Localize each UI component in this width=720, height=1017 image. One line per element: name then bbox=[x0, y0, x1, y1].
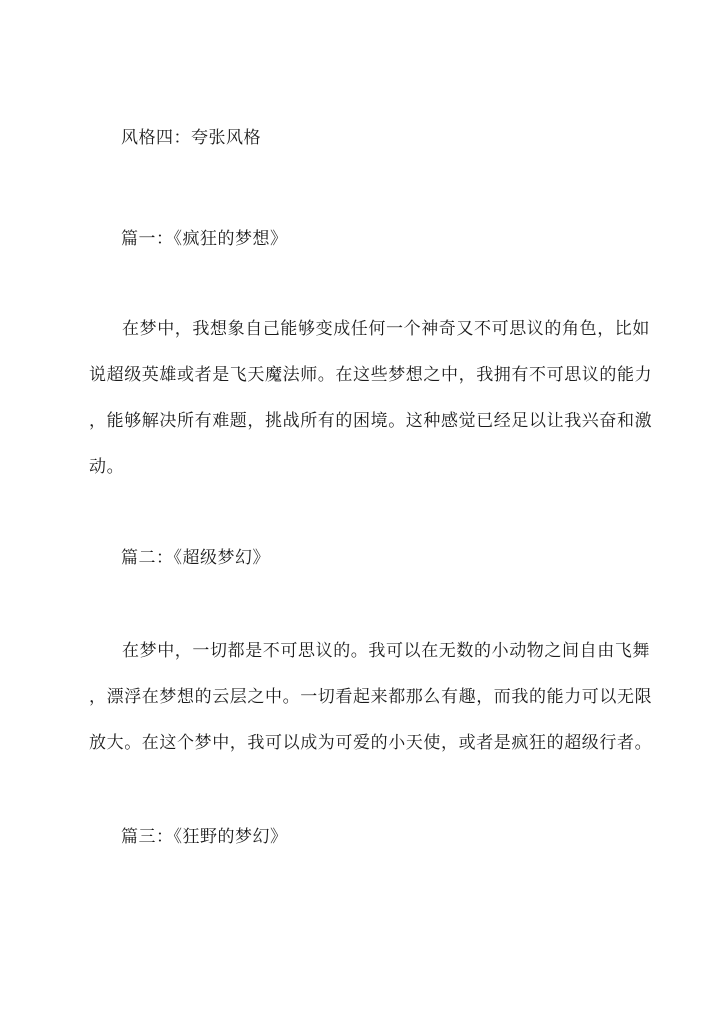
section-title-1: 篇一：《疯狂的梦想》 bbox=[121, 229, 288, 249]
section-title-3: 篇三：《狂野的梦幻》 bbox=[121, 827, 288, 847]
paragraph-line: 在梦中，我想象自己能够变成任何一个神奇又不可思议的角色，比如 bbox=[122, 319, 650, 339]
section-title-2: 篇二：《超级梦幻》 bbox=[121, 548, 270, 568]
paragraph-line: ，漂浮在梦想的云层之中。一切看起来都那么有趣，而我的能力可以无限 bbox=[89, 687, 653, 707]
paragraph-line: 说超级英雄或者是飞天魔法师。在这些梦想之中，我拥有不可思议的能力 bbox=[89, 365, 653, 385]
paragraph-line: 放大。在这个梦中，我可以成为可爱的小天使，或者是疯狂的超级行者。 bbox=[89, 733, 653, 753]
paragraph-line: 动。 bbox=[89, 457, 125, 477]
section-paragraph-2 bbox=[89, 628, 653, 766]
paragraph-line: ，能够解决所有难题，挑战所有的困境。这种感觉已经足以让我兴奋和激 bbox=[89, 411, 653, 431]
section-paragraph-1 bbox=[89, 306, 653, 490]
style-heading: 风格四：夸张风格 bbox=[121, 128, 261, 148]
paragraph-line: 在梦中，一切都是不可思议的。我可以在无数的小动物之间自由飞舞 bbox=[122, 641, 650, 661]
